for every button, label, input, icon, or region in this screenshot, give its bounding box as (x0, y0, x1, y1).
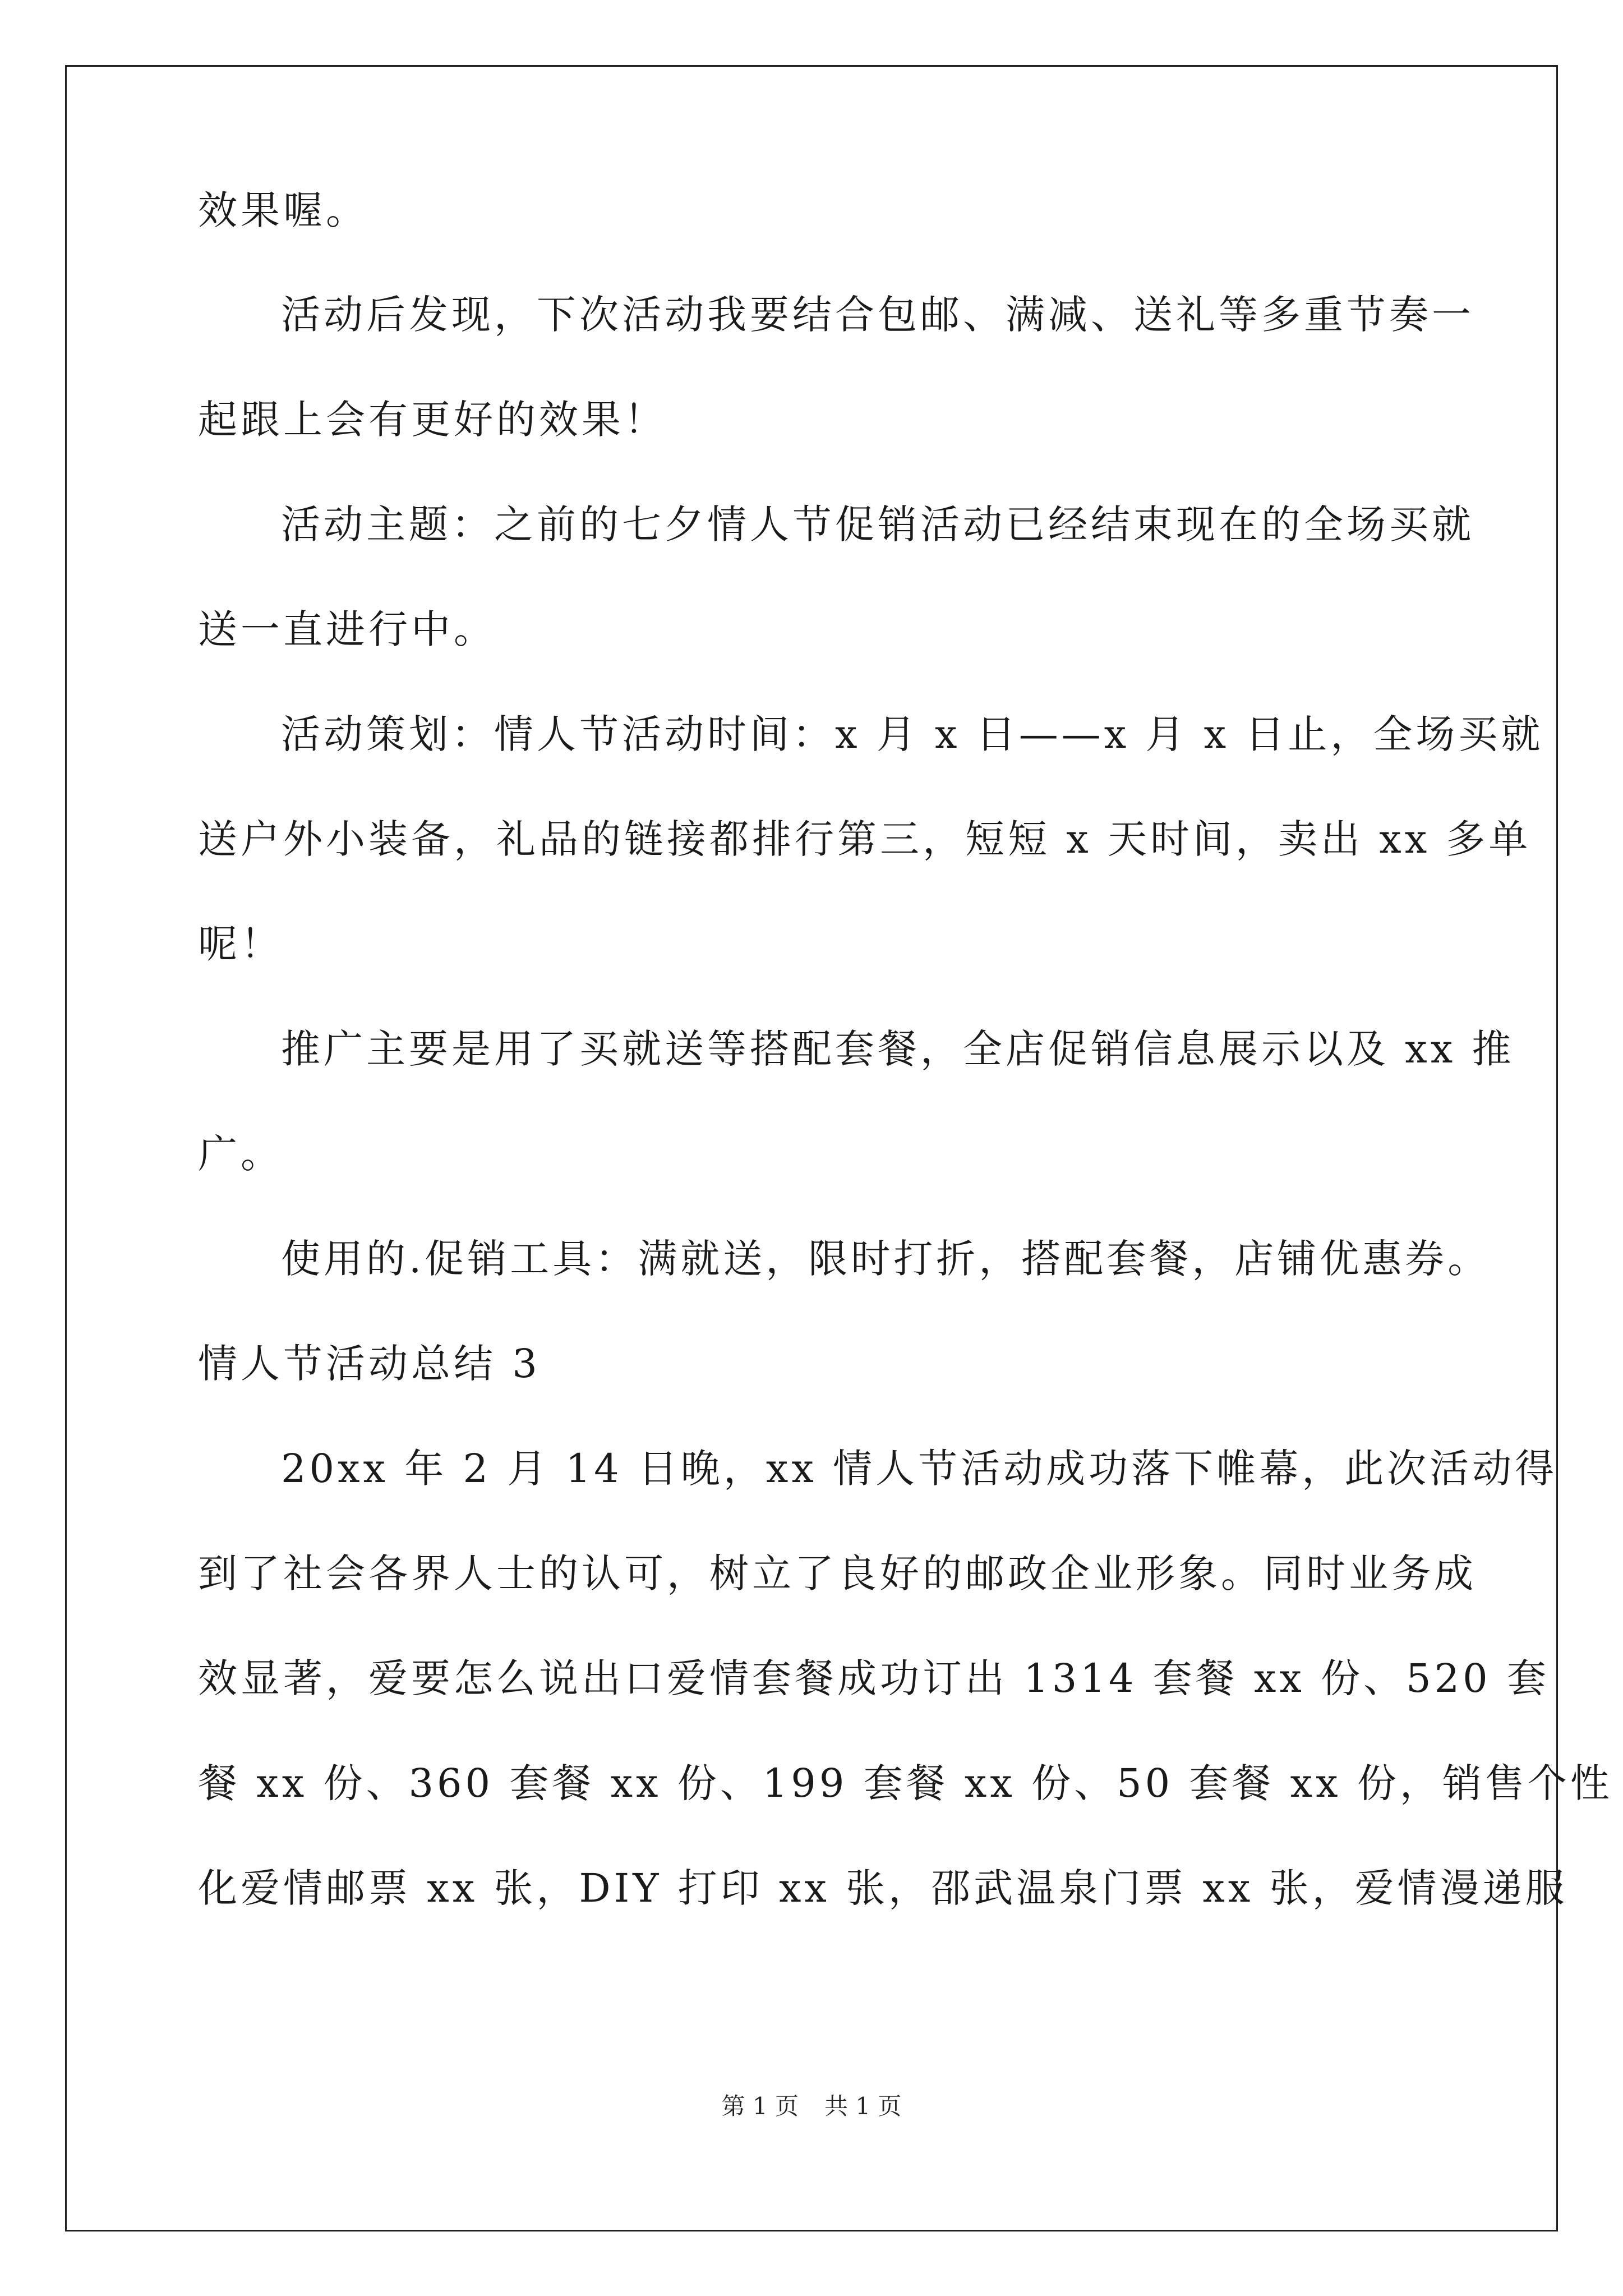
text-line-2: 活动后发现，下次活动我要结合包邮、满减、送礼等多重节奏一 (281, 292, 1474, 338)
text-line-9: 推广主要是用了买就送等搭配套餐，全店促销信息展示以及 xx 推 (281, 1026, 1515, 1072)
text-line-1: 效果喔。 (198, 187, 368, 233)
text-line-4: 活动主题：之前的七夕情人节促销活动已经结束现在的全场买就 (281, 501, 1474, 547)
page-number: 第 1 页 (721, 2092, 799, 2120)
text-line-16: 餐 xx 份、360 套餐 xx 份、199 套餐 xx 份、50 套餐 xx 份，销售个性 (198, 1760, 1613, 1806)
section-heading: 情人节活动总结 3 (198, 1341, 541, 1387)
text-line-13: 20xx 年 2 月 14 日晚，xx 情人节活动成功落下帷幕，此次活动得 (281, 1446, 1558, 1492)
text-line-5: 送一直进行中。 (198, 606, 496, 652)
text-line-17: 化爱情邮票 xx 张，DIY 打印 xx 张，邵武温泉门票 xx 张，爱情漫递服 (198, 1865, 1568, 1911)
text-line-8: 呢！ (198, 921, 283, 967)
page-total: 共 1 页 (824, 2092, 902, 2120)
text-line-3: 起跟上会有更好的效果！ (198, 397, 667, 443)
text-line-7: 送户外小装备，礼品的链接都排行第三，短短 x 天时间，卖出 xx 多单 (198, 816, 1532, 862)
text-line-6: 活动策划：情人节活动时间：x 月 x 日——x 月 x 日止，全场买就 (281, 711, 1544, 757)
text-line-11: 使用的.促销工具：满就送，限时打折，搭配套餐，店铺优惠券。 (281, 1236, 1491, 1282)
page-footer (0, 2091, 1623, 2122)
text-line-14: 到了社会各界人士的认可，树立了良好的邮政企业形象。同时业务成 (198, 1550, 1477, 1596)
text-line-15: 效显著，爱要怎么说出口爱情套餐成功订出 1314 套餐 xx 份、520 套 (198, 1655, 1550, 1701)
text-line-10: 广。 (198, 1131, 283, 1177)
